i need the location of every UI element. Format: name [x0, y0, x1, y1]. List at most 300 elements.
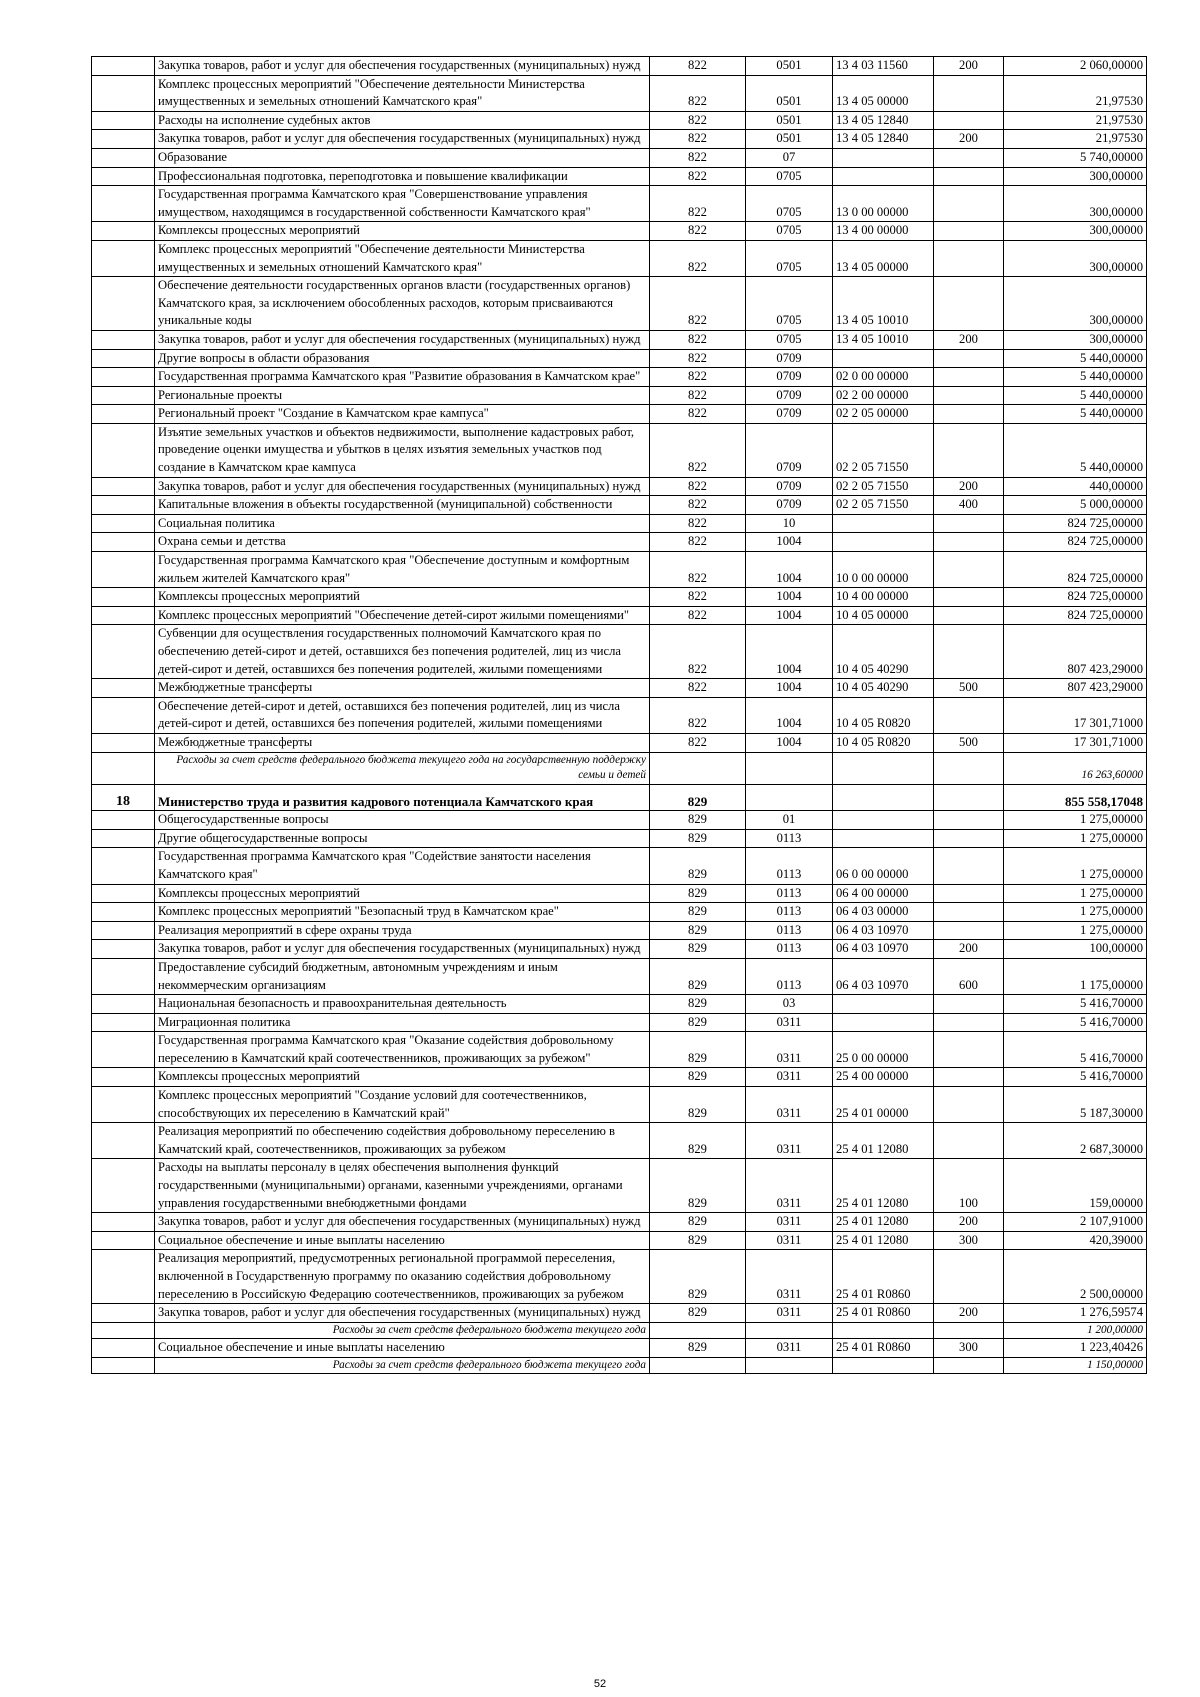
- section-code-cell: 0705: [746, 186, 833, 222]
- row-number-cell: 18: [92, 784, 155, 811]
- row-number-cell: [92, 606, 155, 625]
- ministry-code-cell: 822: [650, 277, 746, 331]
- ministry-code-cell: 822: [650, 240, 746, 276]
- section-code-cell: 0113: [746, 848, 833, 884]
- target-article-cell: 02 2 05 71550: [833, 477, 934, 496]
- section-code-cell: 1004: [746, 679, 833, 698]
- section-code-cell: 10: [746, 514, 833, 533]
- amount-cell: 159,00000: [1004, 1159, 1147, 1213]
- expense-type-cell: [934, 186, 1004, 222]
- target-article-cell: 06 4 03 10970: [833, 940, 934, 959]
- expense-name-cell: Комплекс процессных мероприятий "Безопасный труд в Камчатском крае": [155, 903, 650, 922]
- expense-type-cell: 200: [934, 57, 1004, 76]
- budget-table: [91, 56, 1147, 1374]
- row-number-cell: [92, 697, 155, 733]
- expense-type-cell: 500: [934, 679, 1004, 698]
- expense-type-cell: [934, 167, 1004, 186]
- row-number-cell: [92, 1213, 155, 1232]
- expense-name-cell: Расходы на выплаты персоналу в целях обеспечения выполнения функций государственными (муниципальными) органами, казенными учреждениями, органами управления государственными внебюджетными фондами: [155, 1159, 650, 1213]
- section-code-cell: 0113: [746, 884, 833, 903]
- ministry-code-cell: 822: [650, 130, 746, 149]
- table-row: [92, 588, 1147, 607]
- amount-cell: 1 150,00000: [1004, 1357, 1147, 1374]
- amount-cell: 5 440,00000: [1004, 405, 1147, 424]
- target-article-cell: [833, 533, 934, 552]
- expense-name-cell: Национальная безопасность и правоохранительная деятельность: [155, 995, 650, 1014]
- section-code-cell: 0113: [746, 958, 833, 994]
- expense-name-cell: Предоставление субсидий бюджетным, автономным учреждениям и иным некоммерческим организациям: [155, 958, 650, 994]
- target-article-cell: 02 2 05 71550: [833, 496, 934, 515]
- section-code-cell: 0311: [746, 1250, 833, 1304]
- section-code-cell: 0311: [746, 1068, 833, 1087]
- expense-type-cell: 500: [934, 733, 1004, 752]
- target-article-cell: 10 4 05 R0820: [833, 733, 934, 752]
- target-article-cell: 25 4 01 R0860: [833, 1304, 934, 1323]
- section-code-cell: 0113: [746, 940, 833, 959]
- page-number: 52: [593, 1678, 607, 1690]
- expense-name-cell: Региональные проекты: [155, 386, 650, 405]
- amount-cell: 300,00000: [1004, 277, 1147, 331]
- expense-type-cell: 200: [934, 477, 1004, 496]
- table-row: [92, 1032, 1147, 1068]
- table-row: [92, 349, 1147, 368]
- amount-cell: 16 263,60000: [1004, 752, 1147, 784]
- target-article-cell: [833, 1013, 934, 1032]
- expense-type-cell: [934, 848, 1004, 884]
- target-article-cell: [833, 995, 934, 1014]
- expense-name-cell: Расходы на исполнение судебных актов: [155, 111, 650, 130]
- expense-name-cell: Государственная программа Камчатского края "Оказание содействия добровольному переселению в Камчатский край соотечественников, проживающих за рубежом": [155, 1032, 650, 1068]
- target-article-cell: 06 4 00 00000: [833, 884, 934, 903]
- ministry-code-cell: 822: [650, 167, 746, 186]
- expense-name-cell: Региональный проект "Создание в Камчатском крае кампуса": [155, 405, 650, 424]
- ministry-code-cell: 829: [650, 1213, 746, 1232]
- expense-type-cell: [934, 884, 1004, 903]
- target-article-cell: 13 4 05 12840: [833, 111, 934, 130]
- amount-cell: 440,00000: [1004, 477, 1147, 496]
- target-article-cell: [833, 148, 934, 167]
- section-code-cell: 01: [746, 811, 833, 830]
- ministry-code-cell: 822: [650, 552, 746, 588]
- row-number-cell: [92, 995, 155, 1014]
- expense-type-cell: [934, 514, 1004, 533]
- target-article-cell: [833, 811, 934, 830]
- amount-cell: 300,00000: [1004, 186, 1147, 222]
- section-code-cell: 0311: [746, 1013, 833, 1032]
- target-article-cell: [833, 752, 934, 784]
- expense-name-cell: Комплексы процессных мероприятий: [155, 222, 650, 241]
- ministry-code-cell: 822: [650, 588, 746, 607]
- table-row: [92, 330, 1147, 349]
- ministry-code-cell: 822: [650, 111, 746, 130]
- amount-cell: 2 107,91000: [1004, 1213, 1147, 1232]
- section-code-cell: 0501: [746, 130, 833, 149]
- expense-name-cell: Субвенции для осуществления государственных полномочий Камчатского края по обеспечению детей-сирот и детей, оставшихся без попечения родителей, лиц из числа детей-сирот и детей, оставшихся без попечения родителей, жилыми помещениями: [155, 625, 650, 679]
- expense-type-cell: 100: [934, 1159, 1004, 1213]
- amount-cell: 5 440,00000: [1004, 386, 1147, 405]
- table-row: [92, 995, 1147, 1014]
- amount-cell: 855 558,17048: [1004, 784, 1147, 811]
- section-code-cell: 1004: [746, 552, 833, 588]
- expense-name-cell: Реализация мероприятий по обеспечению содействия добровольному переселению в Камчатский край, соотечественников, проживающих за рубежом: [155, 1123, 650, 1159]
- expense-type-cell: [934, 606, 1004, 625]
- row-number-cell: [92, 533, 155, 552]
- expense-name-cell: Комплексы процессных мероприятий: [155, 588, 650, 607]
- table-row: [92, 829, 1147, 848]
- ministry-code-cell: [650, 1322, 746, 1339]
- ministry-code-cell: [650, 1357, 746, 1374]
- section-code-cell: 0709: [746, 477, 833, 496]
- target-article-cell: 25 4 01 12080: [833, 1159, 934, 1213]
- amount-cell: 1 175,00000: [1004, 958, 1147, 994]
- table-row: [92, 903, 1147, 922]
- table-row: [92, 625, 1147, 679]
- expense-type-cell: [934, 1357, 1004, 1374]
- section-code-cell: 0709: [746, 405, 833, 424]
- expense-name-cell: Другие вопросы в области образования: [155, 349, 650, 368]
- row-number-cell: [92, 1032, 155, 1068]
- section-code-cell: 0705: [746, 167, 833, 186]
- table-row: [92, 1250, 1147, 1304]
- table-row: [92, 75, 1147, 111]
- expense-type-cell: [934, 533, 1004, 552]
- table-row: [92, 222, 1147, 241]
- table-row: [92, 57, 1147, 76]
- ministry-code-cell: 822: [650, 533, 746, 552]
- expense-name-cell: Профессиональная подготовка, переподготовка и повышение квалификации: [155, 167, 650, 186]
- table-row: [92, 240, 1147, 276]
- section-code-cell: 03: [746, 995, 833, 1014]
- row-number-cell: [92, 75, 155, 111]
- amount-cell: 1 275,00000: [1004, 811, 1147, 830]
- table-row: [92, 1068, 1147, 1087]
- table-row: [92, 1304, 1147, 1323]
- ministry-code-cell: 829: [650, 1250, 746, 1304]
- target-article-cell: 25 0 00 00000: [833, 1032, 934, 1068]
- amount-cell: 824 725,00000: [1004, 552, 1147, 588]
- expense-name-cell: Социальное обеспечение и иные выплаты населению: [155, 1231, 650, 1250]
- row-number-cell: [92, 811, 155, 830]
- row-number-cell: [92, 921, 155, 940]
- row-number-cell: [92, 679, 155, 698]
- amount-cell: 300,00000: [1004, 240, 1147, 276]
- ministry-code-cell: 829: [650, 1068, 746, 1087]
- section-code-cell: 1004: [746, 625, 833, 679]
- amount-cell: 17 301,71000: [1004, 733, 1147, 752]
- expense-name-cell: Социальное обеспечение и иные выплаты населению: [155, 1339, 650, 1358]
- table-row: [92, 940, 1147, 959]
- target-article-cell: [833, 1322, 934, 1339]
- row-number-cell: [92, 588, 155, 607]
- table-row: [92, 148, 1147, 167]
- row-number-cell: [92, 903, 155, 922]
- ministry-code-cell: 829: [650, 1013, 746, 1032]
- amount-cell: 5 000,00000: [1004, 496, 1147, 515]
- target-article-cell: 13 4 03 11560: [833, 57, 934, 76]
- table-row: [92, 477, 1147, 496]
- ministry-code-cell: 829: [650, 1339, 746, 1358]
- target-article-cell: 25 4 01 00000: [833, 1087, 934, 1123]
- federal-funds-note-row: [92, 1357, 1147, 1374]
- expense-name-cell: Государственная программа Камчатского края "Обеспечение доступным и комфортным жильем жителей Камчатского края": [155, 552, 650, 588]
- target-article-cell: [833, 514, 934, 533]
- target-article-cell: 10 4 05 40290: [833, 679, 934, 698]
- section-code-cell: 0113: [746, 921, 833, 940]
- target-article-cell: 13 4 05 00000: [833, 75, 934, 111]
- row-number-cell: [92, 423, 155, 477]
- amount-cell: 2 687,30000: [1004, 1123, 1147, 1159]
- expense-name-cell: Межбюджетные трансферты: [155, 733, 650, 752]
- amount-cell: 1 276,59574: [1004, 1304, 1147, 1323]
- expense-name-cell: Капитальные вложения в объекты государственной (муниципальной) собственности: [155, 496, 650, 515]
- table-row: [92, 1123, 1147, 1159]
- row-number-cell: [92, 222, 155, 241]
- section-code-cell: [746, 752, 833, 784]
- section-code-cell: 0705: [746, 330, 833, 349]
- amount-cell: 1 275,00000: [1004, 884, 1147, 903]
- expense-name-cell: Комплексы процессных мероприятий: [155, 884, 650, 903]
- table-row: [92, 848, 1147, 884]
- expense-name-cell: Общегосударственные вопросы: [155, 811, 650, 830]
- expense-name-cell: Закупка товаров, работ и услуг для обеспечения государственных (муниципальных) нужд: [155, 477, 650, 496]
- expense-name-cell: Закупка товаров, работ и услуг для обеспечения государственных (муниципальных) нужд: [155, 1304, 650, 1323]
- expense-type-cell: 200: [934, 330, 1004, 349]
- table-row: [92, 884, 1147, 903]
- ministry-code-cell: 822: [650, 679, 746, 698]
- amount-cell: 824 725,00000: [1004, 533, 1147, 552]
- expense-type-cell: [934, 1032, 1004, 1068]
- amount-cell: 1 200,00000: [1004, 1322, 1147, 1339]
- row-number-cell: [92, 1068, 155, 1087]
- ministry-code-cell: 822: [650, 606, 746, 625]
- expense-type-cell: [934, 1322, 1004, 1339]
- expense-type-cell: [934, 277, 1004, 331]
- ministry-code-cell: 822: [650, 496, 746, 515]
- target-article-cell: 25 4 01 12080: [833, 1123, 934, 1159]
- amount-cell: 21,97530: [1004, 130, 1147, 149]
- expense-name-cell: Государственная программа Камчатского края "Совершенствование управления имуществом, находящимся в государственной собственности Камчатского края": [155, 186, 650, 222]
- row-number-cell: [92, 186, 155, 222]
- amount-cell: 2 500,00000: [1004, 1250, 1147, 1304]
- ministry-code-cell: 829: [650, 1159, 746, 1213]
- section-code-cell: 0311: [746, 1304, 833, 1323]
- ministry-code-cell: 829: [650, 811, 746, 830]
- expense-type-cell: 400: [934, 496, 1004, 515]
- row-number-cell: [92, 1159, 155, 1213]
- ministry-code-cell: 822: [650, 697, 746, 733]
- target-article-cell: 10 4 05 00000: [833, 606, 934, 625]
- target-article-cell: [833, 829, 934, 848]
- target-article-cell: 25 4 01 12080: [833, 1213, 934, 1232]
- expense-name-cell: Министерство труда и развития кадрового потенциала Камчатского края: [155, 784, 650, 811]
- ministry-code-cell: 829: [650, 1032, 746, 1068]
- ministry-code-cell: 822: [650, 733, 746, 752]
- federal-funds-note-row: [92, 752, 1147, 784]
- row-number-cell: [92, 277, 155, 331]
- target-article-cell: [833, 349, 934, 368]
- row-number-cell: [92, 848, 155, 884]
- row-number-cell: [92, 552, 155, 588]
- ministry-code-cell: 829: [650, 995, 746, 1014]
- section-code-cell: 0311: [746, 1123, 833, 1159]
- expense-name-cell: Расходы за счет средств федерального бюджета текущего года: [155, 1357, 650, 1374]
- target-article-cell: 02 2 05 00000: [833, 405, 934, 424]
- section-code-cell: 0113: [746, 829, 833, 848]
- table-row: [92, 1087, 1147, 1123]
- table-row: [92, 423, 1147, 477]
- target-article-cell: [833, 167, 934, 186]
- row-number-cell: [92, 752, 155, 784]
- expense-type-cell: 300: [934, 1339, 1004, 1358]
- section-code-cell: 0501: [746, 57, 833, 76]
- expense-name-cell: Закупка товаров, работ и услуг для обеспечения государственных (муниципальных) нужд: [155, 940, 650, 959]
- ministry-code-cell: 822: [650, 368, 746, 387]
- expense-type-cell: [934, 921, 1004, 940]
- expense-name-cell: Межбюджетные трансферты: [155, 679, 650, 698]
- ministry-code-cell: 822: [650, 477, 746, 496]
- target-article-cell: 06 4 03 10970: [833, 921, 934, 940]
- expense-type-cell: [934, 588, 1004, 607]
- expense-type-cell: 200: [934, 1304, 1004, 1323]
- ministry-code-cell: 822: [650, 222, 746, 241]
- ministry-code-cell: 829: [650, 784, 746, 811]
- expense-type-cell: [934, 75, 1004, 111]
- amount-cell: 1 275,00000: [1004, 848, 1147, 884]
- row-number-cell: [92, 1250, 155, 1304]
- row-number-cell: [92, 368, 155, 387]
- expense-type-cell: [934, 903, 1004, 922]
- expense-name-cell: Обеспечение детей-сирот и детей, оставшихся без попечения родителей, лиц из числа детей-сирот и детей, оставшихся без попечения родителей, жилыми помещениями: [155, 697, 650, 733]
- row-number-cell: [92, 1123, 155, 1159]
- amount-cell: 100,00000: [1004, 940, 1147, 959]
- section-code-cell: [746, 1357, 833, 1374]
- amount-cell: 1 223,40426: [1004, 1339, 1147, 1358]
- ministry-code-cell: 822: [650, 514, 746, 533]
- expense-type-cell: [934, 405, 1004, 424]
- ministry-code-cell: 829: [650, 829, 746, 848]
- row-number-cell: [92, 167, 155, 186]
- section-code-cell: 07: [746, 148, 833, 167]
- row-number-cell: [92, 514, 155, 533]
- expense-name-cell: Закупка товаров, работ и услуг для обеспечения государственных (муниципальных) нужд: [155, 130, 650, 149]
- expense-type-cell: [934, 752, 1004, 784]
- row-number-cell: [92, 625, 155, 679]
- ministry-code-cell: 822: [650, 330, 746, 349]
- expense-type-cell: [934, 148, 1004, 167]
- table-row: [92, 533, 1147, 552]
- expense-type-cell: [934, 349, 1004, 368]
- table-row: [92, 679, 1147, 698]
- expense-type-cell: [934, 111, 1004, 130]
- ministry-code-cell: 829: [650, 848, 746, 884]
- expense-type-cell: [934, 423, 1004, 477]
- amount-cell: 17 301,71000: [1004, 697, 1147, 733]
- section-code-cell: 0709: [746, 496, 833, 515]
- amount-cell: 5 416,70000: [1004, 1032, 1147, 1068]
- expense-name-cell: Комплекс процессных мероприятий "Обеспечение деятельности Министерства имущественных и земельных отношений Камчатского края": [155, 240, 650, 276]
- amount-cell: 5 416,70000: [1004, 995, 1147, 1014]
- amount-cell: 824 725,00000: [1004, 588, 1147, 607]
- expense-name-cell: Расходы за счет средств федерального бюджета текущего года на государственную поддержку семьи и детей: [155, 752, 650, 784]
- target-article-cell: 13 4 05 12840: [833, 130, 934, 149]
- amount-cell: 300,00000: [1004, 167, 1147, 186]
- section-code-cell: 1004: [746, 697, 833, 733]
- expense-type-cell: [934, 386, 1004, 405]
- expense-type-cell: [934, 222, 1004, 241]
- ministry-code-cell: 822: [650, 405, 746, 424]
- row-number-cell: [92, 1304, 155, 1323]
- expense-type-cell: 200: [934, 940, 1004, 959]
- table-row: [92, 368, 1147, 387]
- table-row: [92, 496, 1147, 515]
- expense-name-cell: Закупка товаров, работ и услуг для обеспечения государственных (муниципальных) нужд: [155, 330, 650, 349]
- amount-cell: 1 275,00000: [1004, 903, 1147, 922]
- section-code-cell: 0311: [746, 1159, 833, 1213]
- row-number-cell: [92, 477, 155, 496]
- amount-cell: 1 275,00000: [1004, 921, 1147, 940]
- amount-cell: 300,00000: [1004, 222, 1147, 241]
- target-article-cell: 06 4 03 10970: [833, 958, 934, 994]
- expense-name-cell: Государственная программа Камчатского края "Развитие образования в Камчатском крае": [155, 368, 650, 387]
- table-row: [92, 1339, 1147, 1358]
- target-article-cell: [833, 784, 934, 811]
- table-row: [92, 111, 1147, 130]
- target-article-cell: 10 4 00 00000: [833, 588, 934, 607]
- section-code-cell: 0311: [746, 1032, 833, 1068]
- expense-type-cell: [934, 697, 1004, 733]
- expense-type-cell: 300: [934, 1231, 1004, 1250]
- budget-table-body: [92, 57, 1147, 1374]
- expense-type-cell: [934, 1087, 1004, 1123]
- expense-name-cell: Закупка товаров, работ и услуг для обеспечения государственных (муниципальных) нужд: [155, 57, 650, 76]
- section-code-cell: 0705: [746, 240, 833, 276]
- row-number-cell: [92, 733, 155, 752]
- expense-type-cell: [934, 1013, 1004, 1032]
- ministry-code-cell: 829: [650, 884, 746, 903]
- section-code-cell: 0113: [746, 903, 833, 922]
- expense-name-cell: Расходы за счет средств федерального бюджета текущего года: [155, 1322, 650, 1339]
- row-number-cell: [92, 405, 155, 424]
- ministry-code-cell: 822: [650, 349, 746, 368]
- expense-type-cell: [934, 784, 1004, 811]
- amount-cell: 5 416,70000: [1004, 1068, 1147, 1087]
- expense-type-cell: [934, 811, 1004, 830]
- amount-cell: 5 440,00000: [1004, 423, 1147, 477]
- expense-type-cell: [934, 829, 1004, 848]
- row-number-cell: [92, 1231, 155, 1250]
- expense-type-cell: [934, 368, 1004, 387]
- expense-type-cell: 200: [934, 1213, 1004, 1232]
- table-row: [92, 405, 1147, 424]
- amount-cell: 807 423,29000: [1004, 625, 1147, 679]
- table-row: [92, 733, 1147, 752]
- section-code-cell: 1004: [746, 733, 833, 752]
- amount-cell: 5 440,00000: [1004, 349, 1147, 368]
- table-row: [92, 514, 1147, 533]
- expense-name-cell: Закупка товаров, работ и услуг для обеспечения государственных (муниципальных) нужд: [155, 1213, 650, 1232]
- table-row: [92, 606, 1147, 625]
- section-code-cell: 0311: [746, 1339, 833, 1358]
- ministry-code-cell: 829: [650, 1231, 746, 1250]
- section-code-cell: 0501: [746, 111, 833, 130]
- section-code-cell: [746, 1322, 833, 1339]
- row-number-cell: [92, 386, 155, 405]
- section-code-cell: 1004: [746, 588, 833, 607]
- ministry-code-cell: 829: [650, 958, 746, 994]
- amount-cell: 2 060,00000: [1004, 57, 1147, 76]
- table-row: [92, 1231, 1147, 1250]
- section-code-cell: 0705: [746, 277, 833, 331]
